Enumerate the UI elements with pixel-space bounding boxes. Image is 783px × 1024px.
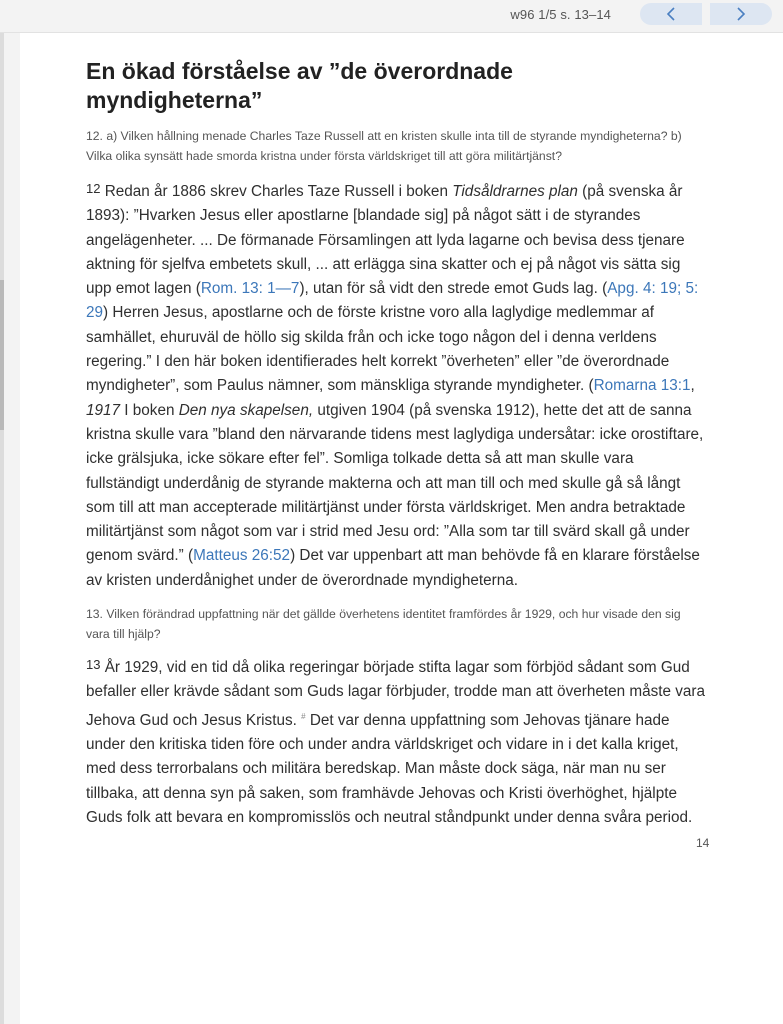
scripture-link-acts[interactable]: Apg. 4: 19; 5: 29: [86, 280, 699, 322]
article-page: [20, 33, 783, 1024]
text-run: År 1929, vid en tid då olika regeringar började stifta lagar som förbjöd sådant som Gud befaller eller krävde sådant som Guds lagar förbjuder, trodde man att överheten måste vara Jehova Gud och Jesus Kristus.: [86, 659, 706, 729]
text-run: Redan år 1886 skrev Charles Taze Russell i boken: [100, 183, 453, 200]
paragraph-13: [86, 656, 706, 830]
article-heading: En ökad förståelse av ”de överordnade myndigheterna”: [86, 58, 513, 113]
left-scroll-edge[interactable]: [0, 0, 4, 1024]
chevron-left-icon: [665, 7, 677, 21]
previous-button[interactable]: [640, 3, 702, 25]
scroll-thumb[interactable]: [0, 280, 4, 430]
year-italic: 1917: [86, 401, 121, 419]
toolbar: [0, 0, 783, 33]
text-run: ,: [690, 377, 695, 395]
text-run: ) Herren Jesus, apostlarne och de förste kristne voro alla laglydige medlemmar af samhället, ehuruväl de höllo sig skilda från och icke togo någon del i denna verldens regering.” I den här boken identifierades helt korrekt ”överheten” eller ”de överordnade myndigheter”, som Paulus nämner, som mänskliga styrande myndigheter. (: [86, 304, 670, 395]
article-content: [86, 57, 706, 830]
book-title-italic: Tidsåldrarnes plan: [452, 183, 578, 200]
study-question-12: 12. a) Vilken hållning menade Charles Taze Russell att en kristen skulle inta till de styrande myndigheterna? b) Vilka olika synsätt hade smorda kristna under första världskriget till att göra militärtjänst?: [86, 129, 682, 163]
paragraph-number-13: 13: [86, 657, 101, 673]
next-button[interactable]: [710, 3, 772, 25]
footnote-marker[interactable]: #: [301, 711, 306, 721]
publication-reference: w96 1/5 s. 13–14: [510, 7, 611, 22]
paragraph-12: [86, 180, 706, 593]
paragraph-number-12: 12: [86, 181, 101, 196]
scripture-link-romans[interactable]: Rom. 13: 1—7: [200, 280, 300, 298]
page-number: 14: [696, 836, 710, 850]
text-run: I boken: [120, 401, 179, 419]
text-run: ), utan för så vidt den strede emot Guds lag. (: [299, 280, 608, 298]
text-run: utgiven 1904 (på svenska 1912), hette det att de sanna kristna skulle vara ”bland den närvarande tidens mest laglydiga undersåtar: icke orostiftare, icke grälsjuka, icke sökare efter fel”. Somliga tolkade detta så att man skulle vara fullständigt underdånig de styrande makterna och att man till och med skulle gå så långt som till att man accepterade militärtjänst under första världskriget. Men andra betraktade militärtjänst som något som var i strid med Jesu ord: ”Alla som tar till svärd skall gå under genom svärd.” (: [86, 401, 704, 565]
text-run: Det var denna uppfattning som Jehovas tjänare hade under den kritiska tiden före och under andra världskriget och vidare in i det kalla kriget, med dess terrorbalans och militära beredskap. Man måste dock säga, när man nu ser tillbaka, att denna syn på saken, som framhävde Jehovas och Kristi överhöghet, hjälpte Guds folk att bevara en kompromisslös och neutral ståndpunkt under denna svåra period.: [86, 711, 693, 826]
text-run: ) Det var uppenbart att man behövde få en klarare förståelse av kristen underdånighet under de överordnade myndigheterna.: [86, 547, 700, 589]
book-title-italic: Den nya skapelsen,: [178, 401, 314, 419]
scripture-link-romans-13-1[interactable]: Romarna 13:1: [593, 377, 691, 395]
chevron-right-icon: [735, 7, 747, 21]
scripture-link-matthew[interactable]: Matteus 26:52: [193, 547, 291, 565]
text-run: (på svenska år 1893): ”Hvarken Jesus eller apostlarne [blandade sig] på något sätt i de styrandes angelägenheter. ... De förmanade Församlingen att lyda lagarne och bevisa dess tjenare aktning för sjelfva embetets skull, ... att erlägga sina skatter och ej på något vis sätta sig upp emot lagen (: [86, 183, 685, 298]
study-question-13: 13. Vilken förändrad uppfattning när det gällde överhetens identitet framfördes år 1929, och hur visade den sig vara till hjälp?: [86, 607, 681, 641]
